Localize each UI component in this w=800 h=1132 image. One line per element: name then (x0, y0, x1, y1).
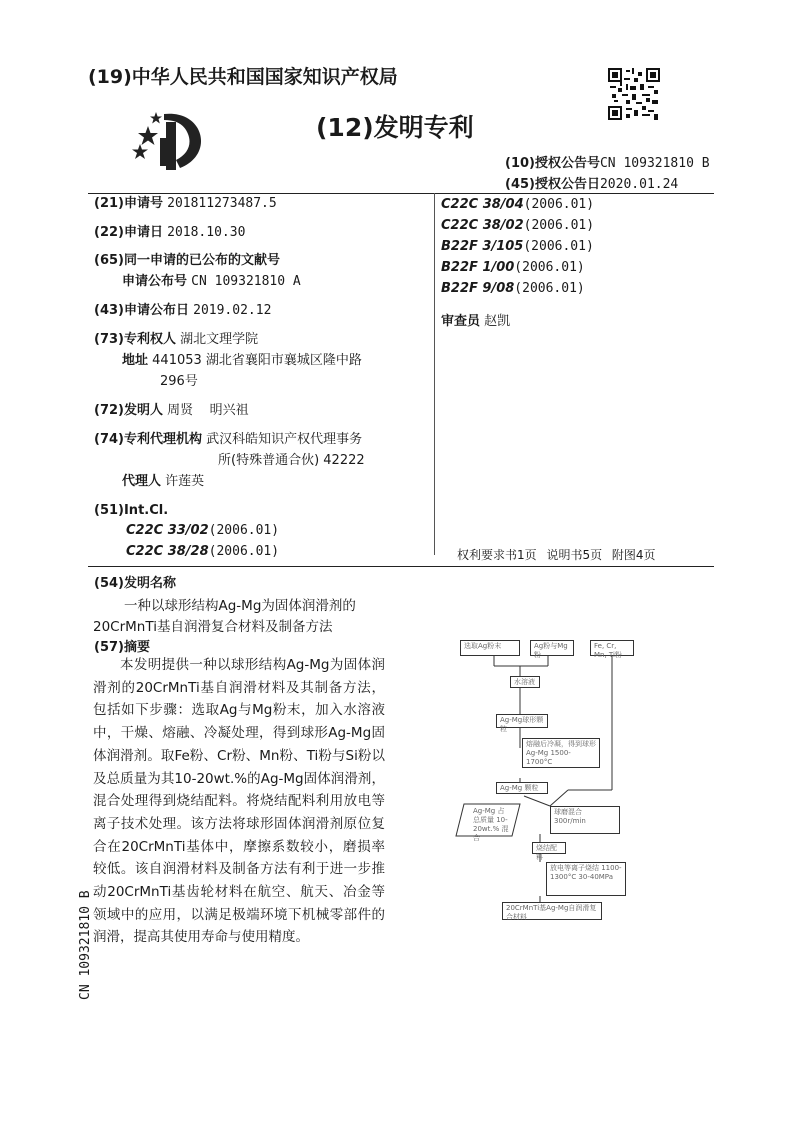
patentee-label: (73)专利权人 (94, 332, 176, 347)
flow-box: Ag-Mg 占总质量 10-20wt.% 混合 (473, 807, 509, 842)
cnipa-logo (130, 108, 210, 174)
invention-title-line2: 20CrMnTi基自润滑复合材料及制备方法 (93, 619, 333, 635)
agency-value-line2: 所(特殊普通合伙) 42222 (218, 453, 365, 468)
grant-number-label: (10)授权公告号 (505, 156, 600, 171)
examiner-label: 审查员 (441, 314, 481, 329)
ipc-class: B22F 1/00 (441, 260, 515, 275)
grant-date-value: 2020.01.24 (599, 177, 679, 192)
application-number-line (94, 195, 277, 213)
application-number-value: 201811273487.5 (167, 196, 277, 211)
ipc-version: (2006.01) (523, 218, 595, 233)
inventor-label: (72)发明人 (94, 403, 163, 418)
flow-box: 球磨混合 300r/min (550, 806, 620, 834)
publication-number-line (122, 273, 301, 291)
intcl-version: (2006.01) (208, 544, 280, 559)
page-counts: 权利要求书1页 说明书5页 附图4页 (457, 548, 656, 562)
ipc-entry (441, 281, 585, 296)
examiner-line (441, 310, 510, 329)
grant-date-line (505, 173, 678, 192)
address-value-line1: 441053 湖北省襄阳市襄城区隆中路 (152, 353, 362, 368)
address-value-line2: 296号 (160, 374, 198, 389)
flow-box: Fe, Cr, Mn, Ti粉 (590, 640, 634, 656)
patentee-line (94, 331, 258, 349)
publication-date-label: (43)申请公布日 (94, 303, 189, 318)
qr-code (608, 68, 660, 120)
flow-box: 水溶液 (510, 676, 540, 688)
filing-date-label: (22)申请日 (94, 225, 163, 240)
flow-box: 选取Ag粉末 (460, 640, 520, 656)
flow-box: 烧结配料 (532, 842, 566, 854)
publication-number-value: CN 109321810 A (191, 274, 301, 289)
abstract-label: (57)摘要 (94, 640, 150, 655)
agent-line (122, 473, 204, 491)
ipc-class: B22F 9/08 (441, 281, 515, 296)
ipc-version: (2006.01) (523, 197, 595, 212)
address-line (122, 352, 362, 370)
agency-line (94, 431, 362, 449)
examiner-value: 赵凯 (484, 314, 511, 329)
ipc-class: B22F 3/105 (441, 239, 524, 254)
ipc-entry (441, 197, 594, 212)
ipc-class: C22C 38/04 (441, 197, 524, 212)
application-number-label: (21)申请号 (94, 196, 163, 211)
inventor-value: 周贤 明兴祖 (167, 403, 249, 418)
grant-date-label: (45)授权公告日 (505, 177, 600, 192)
section-rule (88, 566, 714, 567)
intcl-entry (126, 523, 279, 538)
grant-number-line (505, 152, 710, 171)
filing-date-line (94, 224, 245, 242)
header-rule (88, 193, 714, 194)
ipc-entry (441, 260, 585, 275)
patentee-value: 湖北文理学院 (180, 332, 259, 347)
invention-title-line1: 一种以球形结构Ag-Mg为固体润滑剂的 (124, 598, 356, 614)
abstract-figure (450, 630, 640, 930)
intcl-class: C22C 33/02 (126, 523, 209, 538)
prior-publication-label: (65)同一申请的已公布的文献号 (94, 253, 280, 268)
ipc-version: (2006.01) (514, 260, 585, 275)
publication-date-value: 2019.02.12 (193, 303, 272, 318)
flow-box: 熔融后冷凝，得到球形Ag-Mg 1500-1700°C (522, 738, 600, 768)
side-publication-number: CN 109321810 B (78, 890, 93, 1000)
publication-date-line (94, 302, 271, 320)
intcl-class: C22C 38/28 (126, 544, 209, 559)
publication-number-label: 申请公布号 (122, 274, 188, 289)
agent-value: 许莲英 (165, 474, 205, 489)
filing-date-value: 2018.10.30 (167, 225, 246, 240)
abstract-paragraph: 本发明提供一种以球形结构Ag-Mg为固体润滑剂的20CrMnTi基自润滑材料及其制备方法，包括如下步骤：选取Ag与Mg粉末，加入水溶液中，干燥、熔融、冷凝处理，得到球形Ag-Mg固体润滑剂。取Fe粉、Cr粉、Mn粉、Ti粉与Si粉以及总质量为其10-20wt.%的Ag-Mg固体润滑剂，混合处理得到烧结配料。将烧结配料利用放电等离子技术处理。该方法将球形固体润滑剂原位复合在20CrMnTi基体中，摩擦系数较小，磨损率较低。该自润滑材料及制备方法有利于进一步推动20CrMnTi基齿轮材料在航空、航天、冶金等领域中的应用，以满足极端环境下机械零部件的润滑，提高其使用寿命与使用精度。 (93, 657, 385, 946)
ipc-version: (2006.01) (514, 281, 585, 296)
ipc-class: C22C 38/02 (441, 218, 524, 233)
ipc-entry (441, 218, 594, 233)
ipc-version: (2006.01) (523, 239, 594, 254)
title-label: (54)发明名称 (94, 576, 176, 591)
flow-box: Ag-Mg 颗粒 (496, 782, 548, 794)
flow-box: 放电等离子烧结 1100-1300°C 30-40MPa (546, 862, 626, 896)
intcl-heading (94, 502, 168, 520)
ipc-entry (441, 239, 594, 254)
address-label: 地址 (122, 353, 149, 368)
document-type: (12)发明专利 (316, 113, 474, 142)
intcl-version: (2006.01) (208, 523, 280, 538)
agency-value-line1: 武汉科皓知识产权代理事务 (206, 432, 363, 447)
flow-box: Ag-Mg球形颗粒 (496, 714, 548, 728)
flow-box: Ag粉与Mg粉 (530, 640, 574, 656)
abstract-body (93, 654, 385, 949)
flow-box: 20CrMnTi基Ag-Mg自润滑复合材料 (502, 902, 602, 920)
intcl-label: (51)Int.Cl. (94, 503, 169, 518)
intcl-entry (126, 544, 279, 559)
office-name: (19)中华人民共和国国家知识产权局 (88, 66, 398, 88)
prior-publication-heading (94, 252, 280, 270)
inventor-line (94, 402, 249, 420)
agent-label: 代理人 (122, 474, 162, 489)
column-divider (434, 193, 435, 555)
grant-number-value: CN 109321810 B (599, 156, 710, 171)
agency-label: (74)专利代理机构 (94, 432, 202, 447)
